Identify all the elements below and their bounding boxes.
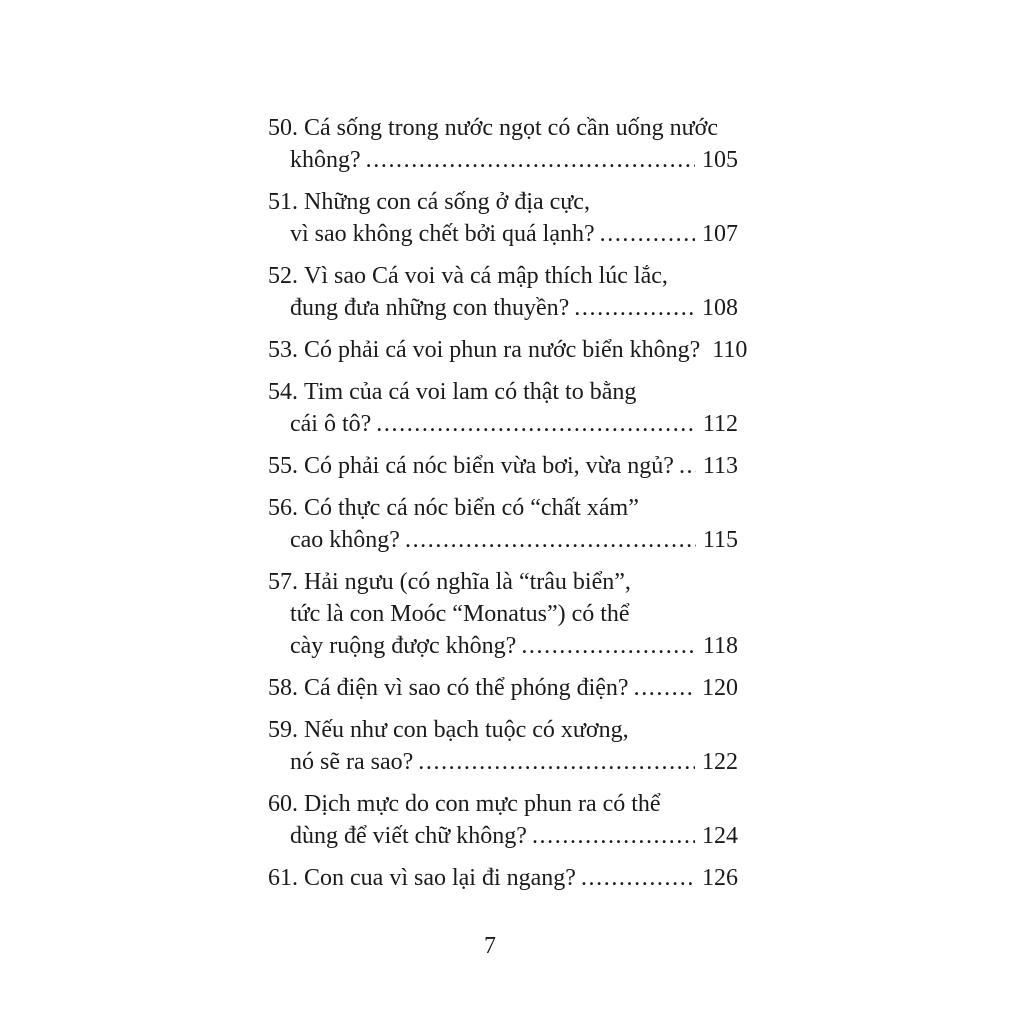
toc-line — [268, 112, 738, 144]
toc-line — [290, 144, 738, 176]
dot-leader — [581, 862, 695, 894]
toc-line — [290, 408, 738, 440]
toc-line — [268, 334, 748, 366]
entry-title-text: Vì sao Cá voi và cá mập thích lúc lắc, — [304, 263, 668, 289]
toc-line — [268, 862, 738, 894]
entry-page-number: 118 — [702, 633, 738, 659]
toc-line — [268, 492, 738, 524]
entry-number: 60. — [268, 791, 298, 817]
toc-line — [268, 672, 738, 704]
toc-entry — [268, 376, 738, 440]
dot-leader — [574, 292, 695, 324]
entry-title-text: nó sẽ ra sao? — [290, 749, 414, 775]
footer-page-number: 7 — [484, 933, 496, 959]
entry-number: 61. — [268, 865, 298, 891]
entry-number: 53. — [268, 337, 298, 363]
entry-number: 56. — [268, 495, 298, 521]
dot-leader — [634, 672, 695, 704]
entry-title-text: Có thực cá nóc biển có “chất xám” — [304, 495, 639, 521]
toc-line — [290, 598, 738, 630]
toc-entry — [268, 112, 738, 176]
entry-title-text: Dịch mực do con mực phun ra có thể — [304, 791, 661, 817]
entry-title-text: Hải ngưu (có nghĩa là “trâu biển”, — [304, 569, 631, 595]
entry-page-number: 108 — [702, 295, 738, 321]
toc-line — [268, 450, 738, 482]
toc-entry — [268, 566, 738, 662]
entry-title-text: Tim của cá voi lam có thật to bằng — [304, 379, 637, 405]
toc-entry — [268, 334, 748, 366]
toc-entry — [268, 672, 738, 704]
dot-leader — [418, 746, 695, 778]
entry-number: 58. — [268, 675, 298, 701]
entry-number: 50. — [268, 115, 298, 141]
table-of-contents — [268, 112, 748, 904]
entry-page-number: 124 — [702, 823, 738, 849]
entry-title-text: dùng để viết chữ không? — [290, 823, 527, 849]
dot-leader — [532, 820, 695, 852]
entry-title-text: Có phải cá voi phun ra nước biển không? — [304, 337, 701, 363]
entry-title-text: Có phải cá nóc biển vừa bơi, vừa ngủ? — [304, 453, 674, 479]
entry-title-text: cái ô tô? — [290, 411, 372, 437]
toc-entry — [268, 450, 738, 482]
entry-number: 52. — [268, 263, 298, 289]
entry-title-text: Nếu như con bạch tuộc có xương, — [304, 717, 629, 743]
entry-page-number: 120 — [702, 675, 738, 701]
entry-number: 54. — [268, 379, 298, 405]
entry-title-text: cao không? — [290, 527, 400, 553]
toc-line — [290, 820, 738, 852]
entry-page-number: 110 — [712, 337, 748, 363]
toc-line — [268, 186, 738, 218]
toc-line — [268, 376, 738, 408]
toc-line — [290, 218, 738, 250]
toc-line — [268, 714, 738, 746]
entry-page-number: 115 — [702, 527, 738, 553]
dot-leader — [521, 630, 696, 662]
toc-line — [290, 292, 738, 324]
toc-line — [290, 524, 738, 556]
toc-entry — [268, 788, 738, 852]
toc-line — [268, 788, 738, 820]
entry-title-text: đung đưa những con thuyền? — [290, 295, 570, 321]
entry-title-text: Những con cá sống ở địa cực, — [304, 189, 590, 215]
toc-entry — [268, 862, 738, 894]
entry-title-text: không? — [290, 147, 361, 173]
entry-title-text: Cá điện vì sao có thể phóng điện? — [304, 675, 629, 701]
entry-page-number: 107 — [702, 221, 738, 247]
toc-entry — [268, 714, 738, 778]
entry-title-text: Con cua vì sao lại đi ngang? — [304, 865, 576, 891]
toc-line — [290, 746, 738, 778]
entry-number: 57. — [268, 569, 298, 595]
entry-page-number: 105 — [702, 147, 738, 173]
dot-leader — [600, 218, 695, 250]
entry-number: 59. — [268, 717, 298, 743]
dot-leader — [679, 450, 696, 482]
entry-page-number: 113 — [702, 453, 738, 479]
entry-page-number: 126 — [702, 865, 738, 891]
entry-title-text: Cá sống trong nước ngọt có cần uống nước — [304, 115, 718, 141]
toc-entry — [268, 492, 738, 556]
entry-page-number: 122 — [702, 749, 738, 775]
dot-leader — [376, 408, 696, 440]
entry-title-text: vì sao không chết bởi quá lạnh? — [290, 221, 595, 247]
entry-title-text: tức là con Moóc “Monatus”) có thể — [290, 601, 630, 627]
dot-leader — [366, 144, 695, 176]
toc-entry — [268, 186, 738, 250]
dot-leader — [405, 524, 696, 556]
entry-title-text: cày ruộng được không? — [290, 633, 517, 659]
entry-number: 55. — [268, 453, 298, 479]
entry-number: 51. — [268, 189, 298, 215]
toc-line — [268, 566, 738, 598]
entry-page-number: 112 — [702, 411, 738, 437]
toc-line — [290, 630, 738, 662]
toc-line — [268, 260, 738, 292]
toc-entry — [268, 260, 738, 324]
